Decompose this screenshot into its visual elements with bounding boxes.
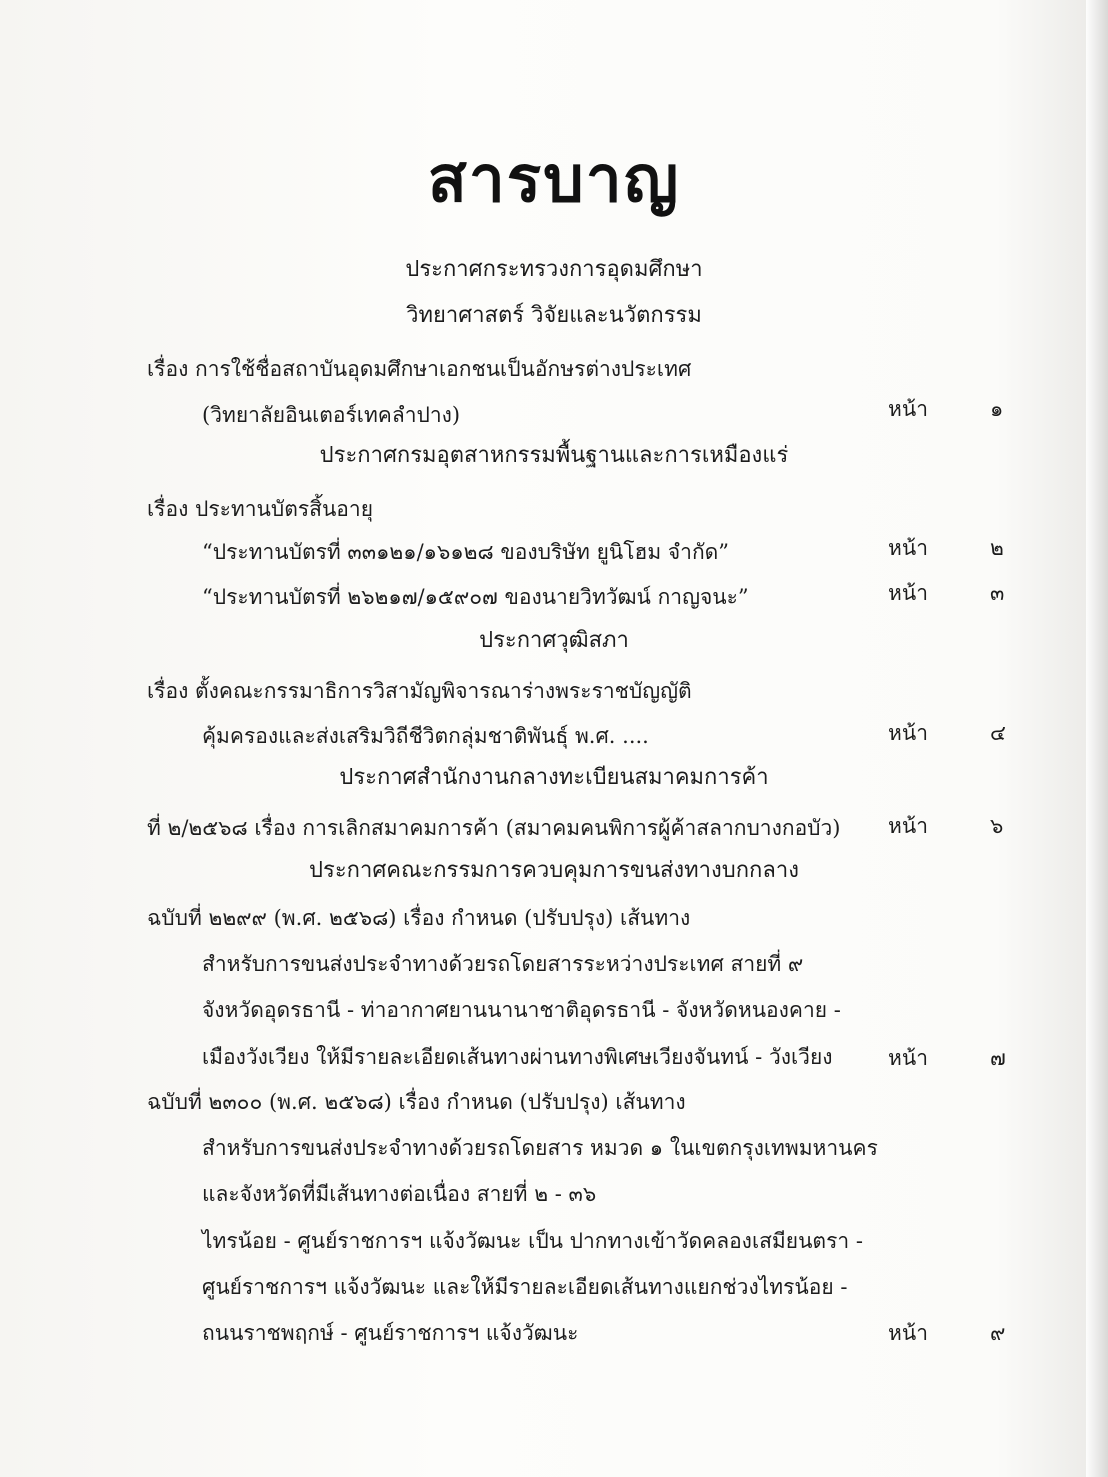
page-label: หน้า bbox=[888, 721, 928, 745]
page-number: ๙ bbox=[990, 1321, 1006, 1345]
section-heading: ประกาศคณะกรรมการควบคุมการขนส่งทางบกกลาง bbox=[309, 858, 799, 883]
section-heading: ประกาศสำนักงานกลางทะเบียนสมาคมการค้า bbox=[339, 765, 769, 790]
page-label: หน้า bbox=[888, 536, 928, 560]
section-heading: ประกาศกระทรวงการอุดมศึกษา bbox=[405, 257, 703, 282]
toc-entry-line: เรื่อง การใช้ชื่อสถาบันอุดมศึกษาเอกชนเป็นอักษรต่างประเทศ bbox=[147, 357, 692, 381]
section-heading: วิทยาศาสตร์ วิจัยและนวัตกรรม bbox=[406, 303, 702, 328]
toc-entry-line: “ประทานบัตรที่ ๓๓๑๒๑/๑๖๑๒๘ ของบริษัท ยูนิโฮม จำกัด” bbox=[202, 540, 730, 564]
toc-entry-line: สำหรับการขนส่งประจำทางด้วยรถโดยสารระหว่างประเทศ สายที่ ๙ bbox=[202, 952, 804, 976]
page-label: หน้า bbox=[888, 814, 928, 838]
section-heading: ประกาศวุฒิสภา bbox=[479, 628, 629, 653]
toc-entry-line: ฉบับที่ ๒๒๙๙ (พ.ศ. ๒๕๖๘) เรื่อง กำหนด (ปรับปรุง) เส้นทาง bbox=[147, 906, 691, 930]
page-label: หน้า bbox=[888, 1321, 928, 1345]
toc-entry-line: จังหวัดอุดรธานี - ท่าอากาศยานนานาชาติอุดรธานี - จังหวัดหนองคาย - bbox=[202, 998, 841, 1022]
toc-entry-line: ไทรน้อย - ศูนย์ราชการฯ แจ้งวัฒนะ เป็น ปากทางเข้าวัดคลองเสมียนตรา - bbox=[202, 1229, 863, 1253]
toc-entry-line: (วิทยาลัยอินเตอร์เทคลำปาง) bbox=[202, 403, 461, 427]
toc-entry-line: เรื่อง ประทานบัตรสิ้นอายุ bbox=[147, 497, 374, 521]
toc-entry-line: เรื่อง ตั้งคณะกรรมาธิการวิสามัญพิจารณาร่างพระราชบัญญัติ bbox=[147, 679, 692, 703]
page-number: ๔ bbox=[990, 721, 1006, 745]
toc-entry-line: เมืองวังเวียง ให้มีรายละเอียดเส้นทางผ่านทางพิเศษเวียงจันทน์ - วังเวียง bbox=[202, 1045, 833, 1069]
toc-entry-line: ที่ ๒/๒๕๖๘ เรื่อง การเลิกสมาคมการค้า (สมาคมคนพิการผู้ค้าสลากบางกอบัว) bbox=[147, 816, 841, 840]
page-label: หน้า bbox=[888, 397, 928, 421]
toc-entry-line: คุ้มครองและส่งเสริมวิถีชีวิตกลุ่มชาติพันธุ์ พ.ศ. .... bbox=[202, 724, 649, 748]
page-number: ๑ bbox=[990, 397, 1004, 421]
toc-entry-line: “ประทานบัตรที่ ๒๖๒๑๗/๑๕๙๐๗ ของนายวิทวัฒน์ กาญจนะ” bbox=[202, 585, 749, 609]
toc-entry-line: ฉบับที่ ๒๓๐๐ (พ.ศ. ๒๕๖๘) เรื่อง กำหนด (ปรับปรุง) เส้นทาง bbox=[147, 1090, 686, 1114]
page-title: สารบาญ bbox=[427, 142, 681, 217]
toc-entry-line: ถนนราชพฤกษ์ - ศูนย์ราชการฯ แจ้งวัฒนะ bbox=[202, 1321, 579, 1345]
page-label: หน้า bbox=[888, 581, 928, 605]
page-number: ๗ bbox=[990, 1046, 1006, 1070]
page-number: ๒ bbox=[990, 536, 1004, 560]
toc-entry-line: ศูนย์ราชการฯ แจ้งวัฒนะ และให้มีรายละเอียดเส้นทางแยกช่วงไทรน้อย - bbox=[202, 1275, 848, 1299]
page-label: หน้า bbox=[888, 1046, 928, 1070]
toc-entry-line: สำหรับการขนส่งประจำทางด้วยรถโดยสาร หมวด ๑ ในเขตกรุงเทพมหานคร bbox=[202, 1136, 878, 1160]
section-heading: ประกาศกรมอุตสาหกรรมพื้นฐานและการเหมืองแร่ bbox=[319, 443, 789, 468]
page-number: ๖ bbox=[990, 814, 1004, 838]
toc-entry-line: และจังหวัดที่มีเส้นทางต่อเนื่อง สายที่ ๒ - ๓๖ bbox=[202, 1182, 597, 1206]
page-number: ๓ bbox=[990, 581, 1005, 605]
